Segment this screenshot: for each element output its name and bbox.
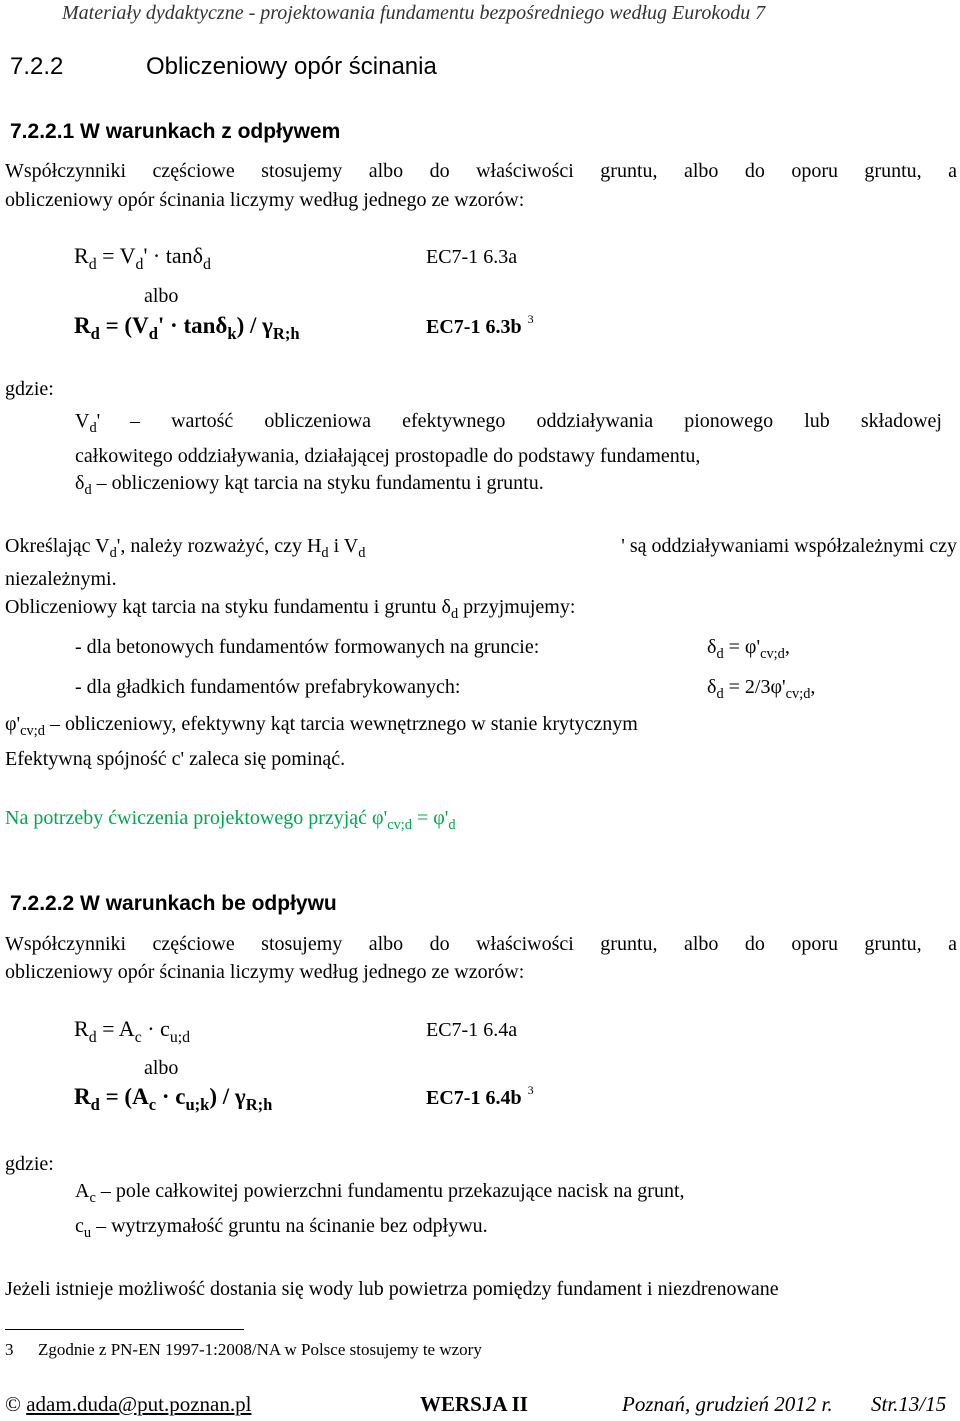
formula-6-3a: $R_d = V_d' \cdot \tan\delta_d$ (74, 243, 211, 273)
footer-version: WERSJA II (420, 1392, 528, 1416)
footer-contact (5, 1392, 251, 1417)
def-cu: $c_u$ – wytrzymałość gruntu na ścinanie bez odpływu. (75, 1215, 488, 1242)
case-prefab-text: - dla gładkich fundamentów prefabrykowanych: (75, 676, 461, 698)
formula-ref-6-3a: EC7-1 6.3a (426, 246, 518, 268)
footer-place-date: Poznań, grudzień 2012 r. (622, 1392, 833, 1416)
intro2-line-1: Współczynniki częściowe stosujemy albo do właściwości gruntu, albo do oporu gruntu, a (5, 933, 957, 955)
gdzie-label-1: gdzie: (5, 378, 54, 400)
def-vd-text: – wartość obliczeniowa efektywnego oddziaływania pionowego lub składowej (130, 410, 942, 432)
case-concrete-text: - dla betonowych fundamentów formowanych na gruncie: (75, 636, 540, 658)
formula-ref-6-4a: EC7-1 6.4a (426, 1019, 518, 1041)
case-prefab-formula: $\delta_d = 2/3\varphi'_{cv;d}$, (707, 676, 816, 703)
paragraph-friction-angle: Obliczeniowy kąt tarcia na styku fundamentu i gruntu $\delta_d$ przyjmujemy: (5, 596, 576, 623)
case-concrete-formula: $\delta_d = \varphi'_{cv;d}$, (707, 636, 790, 663)
footnote-number: 3 (5, 1340, 14, 1359)
subsection-title-1: 7.2.2.1 W warunkach z odpływem (10, 120, 341, 143)
cohesion-note: Efektywną spójność c' zaleca się pominąć. (5, 748, 346, 770)
def-delta-d: $\delta_d$ – obliczeniowy kąt tarcia na styku fundamentu i gruntu. (75, 472, 544, 499)
formula-6-4a: $R_d = A_c \cdot c_{u;d}$ (74, 1016, 191, 1046)
intro2-line-2: obliczeniowy opór ścinania liczymy według jednego ze wzorów: (5, 961, 525, 983)
copyright-icon: © (5, 1392, 21, 1416)
footnote-separator (5, 1329, 244, 1330)
gdzie-label-2: gdzie: (5, 1153, 54, 1175)
paragraph-vd-hd: Określając $V_d'$, należy rozważyć, czy $H_d$ i $V_d$ ' są oddziaływaniami współzależnymi czy (5, 535, 957, 562)
formula-ref-6-3b: EC7-1 6.3b $^3$ (426, 312, 534, 338)
def-ac: $A_c$ – pole całkowitej powierzchni fundamentu przekazujące nacisk na grunt, (75, 1180, 685, 1207)
running-header: Materiały dydaktyczne - projektowania fundamentu bezpośredniego według Eurokodu 7 (62, 2, 766, 24)
formula-6-3b: $R_d = (V_d' \cdot \tan\delta_k) / \gamma_{R;h}$ (74, 313, 300, 343)
albo-label-1: albo (144, 285, 179, 307)
design-assumption-note: Na potrzeby ćwiczenia projektowego przyjąć $\varphi'_{cv;d} = \varphi'_d$ (5, 807, 456, 834)
author-email-link[interactable]: adam.duda@put.poznan.pl (26, 1392, 252, 1416)
intro-line-2: obliczeniowy opór ścinania liczymy według jednego ze wzorów: (5, 189, 525, 211)
paragraph-drainage: Jeżeli istnieje możliwość dostania się wody lub powietrza pomiędzy fundament i niezdrenowane (5, 1278, 779, 1300)
def-vd-symbol: $V_d'$ (75, 410, 101, 437)
section-number: 7.2.2 (10, 53, 64, 80)
intro-line-1: Współczynniki częściowe stosujemy albo do właściwości gruntu, albo do oporu gruntu, a (5, 160, 957, 182)
subsection-title-2: 7.2.2.2 W warunkach be odpływu (10, 892, 337, 915)
albo-label-2: albo (144, 1057, 179, 1079)
footer-page-number: Str.13/15 (871, 1392, 947, 1416)
def-phi-cvd: $\varphi'_{cv;d}$ – obliczeniowy, efektywny kąt tarcia wewnętrznego w stanie krytycznym (5, 713, 638, 740)
formula-6-4b: $R_d = (A_c \cdot c_{u;k}) / \gamma_{R;h}$ (74, 1084, 273, 1114)
paragraph-vd-hd-line2: niezależnymi. (5, 568, 117, 590)
def-vd-text-line2: całkowitego oddziaływania, działającej prostopadle do podstawy fundamentu, (75, 445, 701, 467)
section-title: Obliczeniowy opór ścinania (146, 53, 437, 80)
footnote-text: Zgodnie z PN-EN 1997-1:2008/NA w Polsce stosujemy te wzory (38, 1340, 482, 1359)
formula-ref-6-4b: EC7-1 6.4b $^3$ (426, 1083, 534, 1109)
